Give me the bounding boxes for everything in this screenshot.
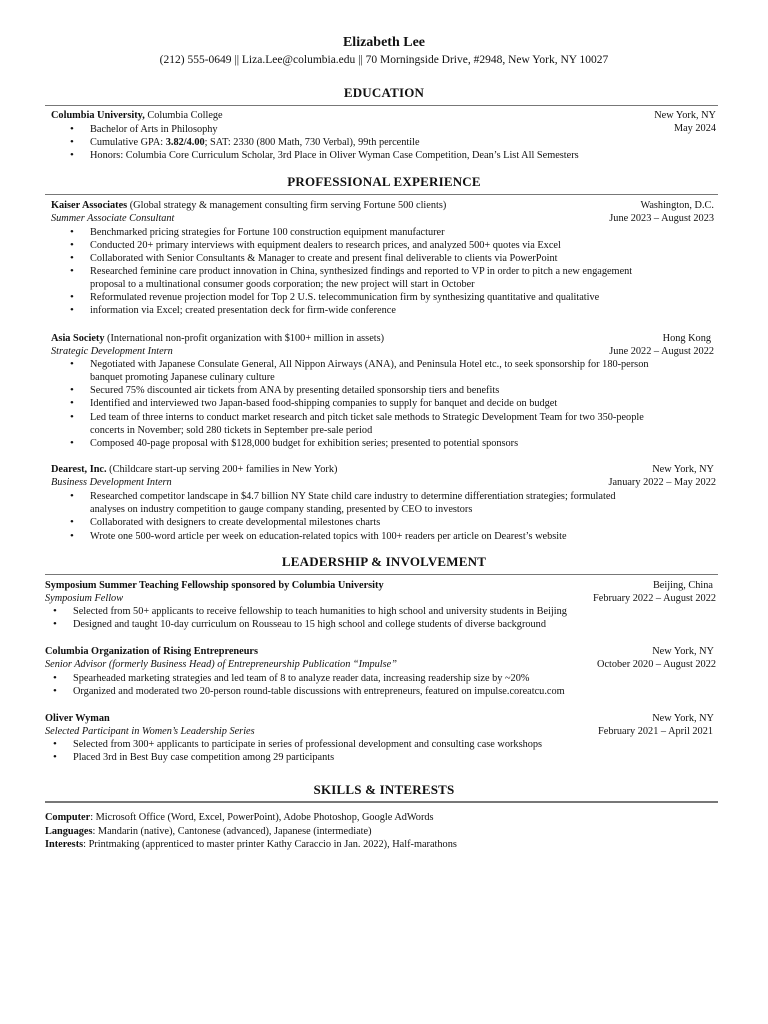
skills-divider <box>45 801 718 803</box>
asia-role: Strategic Development Intern <box>51 346 173 357</box>
skills-languages <box>45 825 372 838</box>
kaiser-date: June 2023 – August 2023 <box>609 213 714 224</box>
symposium-org: Symposium Summer Teaching Fellowship sponsored by Columbia University <box>45 580 384 591</box>
skills-languages-label: Languages <box>45 826 93 837</box>
dearest-bullet-1-cont: analyses on industry competition to gauge company standing, presented by CEO to investors <box>90 504 473 515</box>
education-gpa-rest: ; SAT: 2330 (800 Math, 730 Verbal), 99th percentile <box>204 137 420 148</box>
asia-bullet-1-cont: banquet promoting Japanese culinary culture <box>90 372 275 383</box>
skills-computer-label: Computer <box>45 812 91 823</box>
contact-line: (212) 555-0649 || Liza.Lee@columbia.edu || 70 Morningside Drive, #2948, New York, NY 10027 <box>159 54 609 66</box>
education-org-name: Columbia University, <box>51 110 145 121</box>
kaiser-org-desc: (Global strategy & management consulting firm serving Fortune 500 clients) <box>127 200 447 211</box>
symposium-bullet-2: • Designed and taught 10-day curriculum on Rousseau to 15 high school and college students of diverse background <box>73 618 546 631</box>
dearest-org-desc: (Childcare start-up serving 200+ families in New York) <box>106 464 338 475</box>
experience-heading: PROFESSIONAL EXPERIENCE <box>287 174 481 189</box>
kaiser-bullet-4-cont: proposal to a multinational consumer goods corporation; the new project will start in October <box>90 279 475 290</box>
education-gpa <box>90 136 420 149</box>
kaiser-bullet-1: • Benchmarked pricing strategies for Fortune 100 construction equipment manufacturer <box>90 226 445 239</box>
education-gpa-value: 3.82/4.00 <box>165 137 205 148</box>
dearest-bullet-2: • Collaborated with designers to create developmental milestones charts <box>90 516 380 529</box>
skills-computer-value: : Microsoft Office (Word, Excel, PowerPoint), Adobe Photoshop, Google AdWords <box>90 812 434 823</box>
education-gpa-label: Cumulative GPA: <box>90 137 166 148</box>
dearest-bullet-3: • Wrote one 500-word article per week on education-related topics with 100+ readers per article on Dearest’s website <box>90 530 567 543</box>
wyman-org: Oliver Wyman <box>45 713 110 724</box>
leadership-heading: LEADERSHIP & INVOLVEMENT <box>281 554 487 569</box>
skills-heading: SKILLS & INTERESTS <box>313 782 455 797</box>
kaiser-bullet-5: • Reformulated revenue projection model for Top 2 U.S. telecommunication firm by synthesizing quantitative and qualitative <box>90 291 599 304</box>
rising-bullet-2: • Organized and moderated two 20-person round-table discussions with entrepreneurs, featured on impulse.coreatcu.com <box>73 685 565 698</box>
skills-interests <box>45 838 457 851</box>
skills-interests-value: : Printmaking (apprenticed to master printer Kathy Caraccio in Jan. 2022), Half-marathons <box>83 839 457 850</box>
education-degree: • Bachelor of Arts in Philosophy <box>90 123 218 136</box>
asia-bullet-3: • Identified and interviewed two Japan-based food-shipping companies to supply for banquet and decide on budget <box>90 397 557 410</box>
skills-languages-value: : Mandarin (native), Cantonese (advanced), Japanese (intermediate) <box>92 826 372 837</box>
resume-name: Elizabeth Lee <box>342 35 426 50</box>
symposium-role: Symposium Fellow <box>45 593 124 604</box>
skills-interests-label: Interests <box>45 839 84 850</box>
asia-org-desc: (International non-profit organization with $100+ million in assets) <box>104 333 385 344</box>
education-org <box>51 109 223 122</box>
kaiser-bullet-2: • Conducted 20+ primary interviews with equipment dealers to research prices, and analyzed 500+ quotes via Excel <box>90 239 561 252</box>
kaiser-bullet-3: • Collaborated with Senior Consultants & Manager to create and present final deliverable to clients via PowerPoint <box>90 252 558 265</box>
kaiser-bullet-6: • information via Excel; created presentation deck for firm-wide conference <box>90 304 396 317</box>
dearest-org-name: Dearest, Inc. <box>51 464 107 475</box>
dearest-org <box>51 463 337 476</box>
education-divider <box>45 105 718 106</box>
asia-bullet-4: • Led team of three interns to conduct market research and pitch ticket sale methods to Strategic Development Team for two 350-people <box>90 411 644 424</box>
wyman-bullet-2: • Placed 3rd in Best Buy case competition among 29 participants <box>73 751 334 764</box>
rising-bullet-1: • Spearheaded marketing strategies and led team of 8 to analyze reader data, increasing readership size by ~20% <box>73 672 529 685</box>
dearest-role: Business Development Intern <box>51 477 172 488</box>
leadership-divider <box>45 574 718 575</box>
asia-bullet-2: • Secured 75% discounted air tickets from ANA by presenting detailed sponsorship tiers and benefits <box>90 384 499 397</box>
dearest-location: New York, NY <box>652 464 714 475</box>
wyman-bullet-1: • Selected from 300+ applicants to participate in series of professional development and consulting case workshops <box>73 738 542 751</box>
kaiser-location: Washington, D.C. <box>640 200 714 211</box>
symposium-location: Beijing, China <box>652 580 713 591</box>
kaiser-org-name: Kaiser Associates <box>51 200 128 211</box>
kaiser-bullet-4: • Researched feminine care product innovation in China, synthesized findings and reported to VP in order to pitch a new engagement <box>90 265 632 278</box>
rising-org: Columbia Organization of Rising Entrepreneurs <box>45 646 259 657</box>
asia-location: Hong Kong <box>662 333 711 344</box>
rising-date: October 2020 – August 2022 <box>597 659 716 670</box>
dearest-date: January 2022 – May 2022 <box>608 477 716 488</box>
symposium-bullet-1: • Selected from 50+ applicants to receive fellowship to teach humanities to high school and university students in Beijing <box>73 605 567 618</box>
dearest-bullet-1: • Researched competitor landscape in $4.7 billion NY State child care industry to determine differentiation strategies; formulated <box>90 490 616 503</box>
rising-location: New York, NY <box>652 646 714 657</box>
education-location: New York, NY <box>654 110 716 121</box>
education-honors: • Honors: Columbia Core Curriculum Scholar, 3rd Place in Oliver Wyman Case Competition, Dean’s List All Semesters <box>90 149 579 162</box>
wyman-location: New York, NY <box>652 713 714 724</box>
asia-bullet-1: • Negotiated with Japanese Consulate General, All Nippon Airways (ANA), and Peninsula Hotel etc., to seek sponsorship for 180-person <box>90 358 649 371</box>
asia-bullet-5: • Composed 40-page proposal with $128,000 budget for exhibition series; presented to potential sponsors <box>90 437 518 450</box>
education-heading: EDUCATION <box>343 85 425 100</box>
rising-role: Senior Advisor (formerly Business Head) of Entrepreneurship Publication “Impulse” <box>45 659 397 670</box>
asia-bullet-4-cont: concerts in November; sold 280 tickets in September pre-sale period <box>90 425 373 436</box>
wyman-date: February 2021 – April 2021 <box>598 726 713 737</box>
symposium-date: February 2022 – August 2022 <box>593 593 716 604</box>
education-date: May 2024 <box>673 123 716 134</box>
skills-computer <box>45 811 434 824</box>
asia-org <box>51 332 384 345</box>
kaiser-role: Summer Associate Consultant <box>51 213 175 224</box>
asia-org-name: Asia Society <box>51 333 105 344</box>
asia-date: June 2022 – August 2022 <box>609 346 714 357</box>
education-org-college: Columbia College <box>144 110 223 121</box>
wyman-role: Selected Participant in Women’s Leadership Series <box>45 726 255 737</box>
kaiser-org <box>51 199 446 212</box>
experience-divider <box>45 194 718 195</box>
